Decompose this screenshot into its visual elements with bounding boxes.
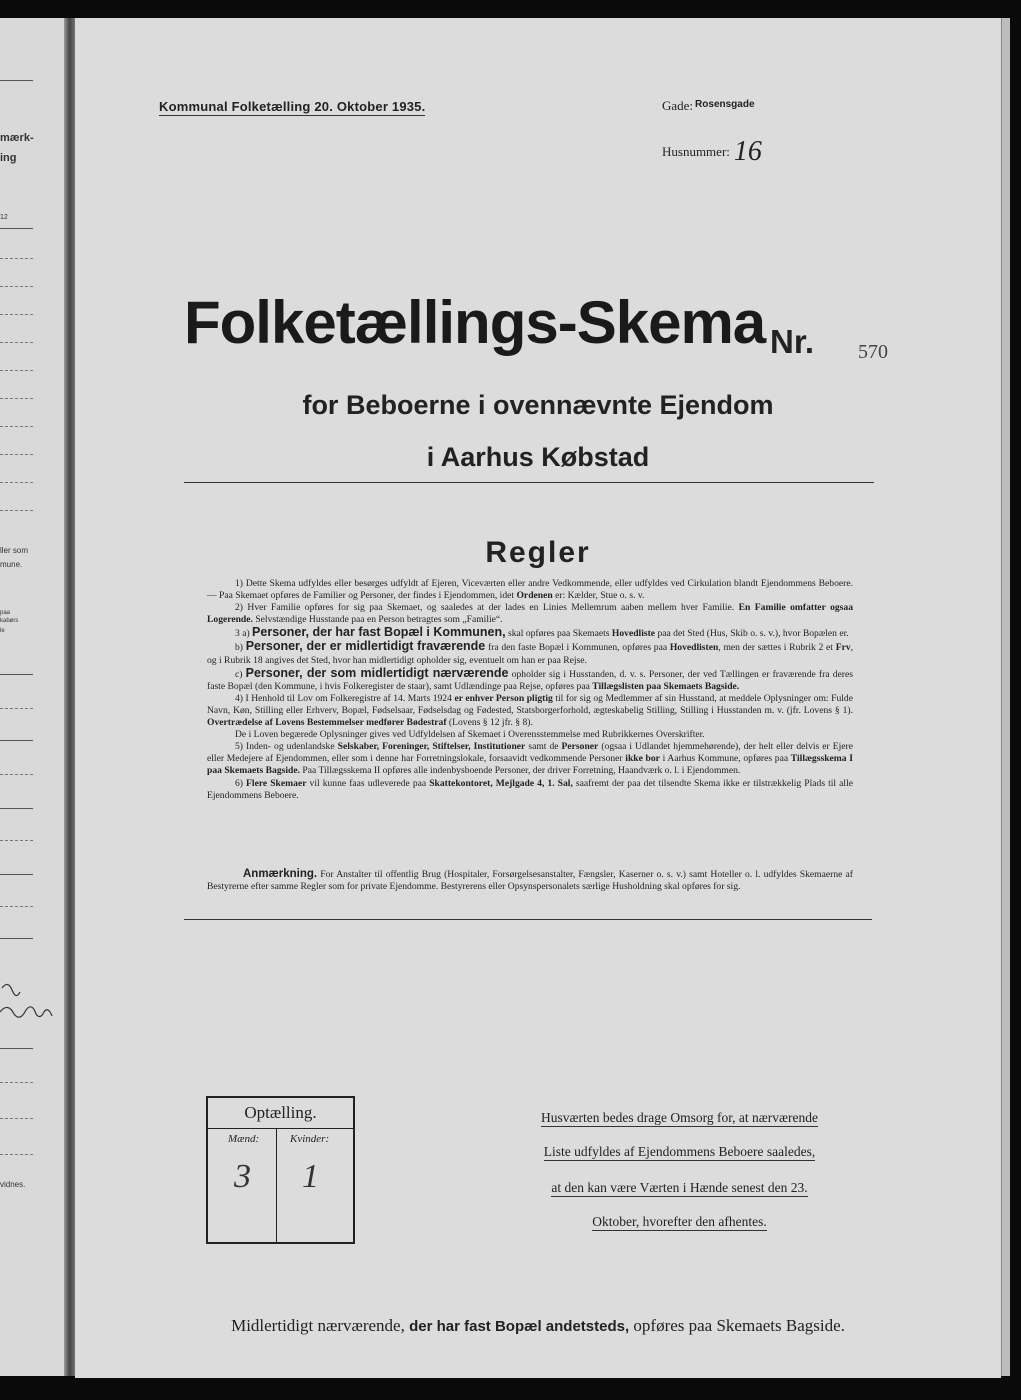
rule-3c: c) Personer, der som midlertidigt nærværende opholder sig i Husstanden, d. v. s. Personer, der ved Tællingen er fraværende fra deres faste Bopæl (den Kommune, i hvis Folkeregister de staar), samt Udlændinge paa Rejse, opføres paa Tillægslisten paa Skemaets Bagside.: [207, 665, 853, 692]
form-number-value: 570: [858, 341, 888, 363]
left-page-rule: [0, 808, 33, 809]
divider: [184, 482, 874, 483]
census-form-page: [75, 18, 1001, 1378]
left-page-text: kabørs: [0, 618, 19, 624]
left-page-dotted-line: [0, 840, 33, 841]
left-page-dotted-line: [0, 1154, 33, 1155]
form-subtitle-city: i Aarhus Købstad: [426, 442, 650, 472]
men-count-value: 3: [234, 1158, 251, 1195]
left-page-dotted-line: [0, 454, 33, 455]
left-page-dotted-line: [0, 510, 33, 511]
left-page-fragment: [0, 18, 72, 1376]
form-title: Folketællings-Skema: [184, 289, 766, 356]
left-page-rule: [0, 228, 33, 229]
left-page-dotted-line: [0, 258, 33, 259]
left-page-text: vidnes.: [0, 1180, 26, 1189]
left-page-dotted-line: [0, 774, 33, 775]
left-page-dotted-line: [0, 398, 33, 399]
street-field: [662, 98, 755, 114]
left-page-dotted-line: [0, 1082, 33, 1083]
page-edge: [1001, 18, 1010, 1376]
left-page-text: ller som: [0, 546, 29, 555]
count-divider: [276, 1129, 277, 1242]
footer-note: Midlertidigt nærværende, der har fast Bopæl andetsteds, opføres paa Skemaets Bagside.: [231, 1316, 845, 1335]
census-header-title: Kommunal Folketælling 20. Oktober 1935.: [159, 99, 426, 114]
men-label: Mænd:: [228, 1133, 260, 1145]
notice-line: Husværten bedes drage Omsorg for, at nærværende: [540, 1110, 819, 1125]
notice-line: at den kan være Værten i Hænde senest den 23.: [551, 1180, 808, 1195]
women-count-value: 1: [302, 1158, 319, 1195]
count-title: Optælling.: [208, 1098, 353, 1129]
remark-paragraph: [207, 868, 853, 893]
left-page-rule: [0, 874, 33, 875]
street-value: Rosensgade: [695, 99, 755, 110]
left-page-rule: [0, 1048, 33, 1049]
rule-4-note: De i Loven begærede Oplysninger gives ved Udfyldelsen af Skemaet i Overensstemmelse med Rubrikkernes Overskrifter.: [235, 729, 705, 741]
left-page-rule: [0, 80, 33, 81]
rules-heading: Regler: [485, 536, 591, 569]
handwriting-scribble: [0, 978, 60, 1028]
divider: [184, 919, 872, 920]
rule-4: 4) I Henhold til Lov om Folkeregistre af 14. Marts 1924 er enhver Person pligtig til for sig og Medlemmer af sin Husstand, at meddele Oplysninger om: Fulde Navn, Køn, Stilling eller Erhverv, Bopæl, Fødselsaar, Fødselsdag og Fødested, Statsborgerforhold, ægteskabelig Stilling, Stilling i Husstanden m. v. (jfr. Lovens § 1). Overtrædelse af Lovens Bestemmelser medfører Bødestraf (Lovens § 12 jfr. § 8).: [207, 692, 853, 729]
left-page-text: ing: [0, 152, 17, 164]
rule-1: 1) Dette Skema udfyldes eller besørges udfyldt af Ejeren, Viceværten eller andre Vedkommende, eller udfyldes ved Cirkulation blandt Ejendommens Beboere. — Paa Skemaet opføres de Familier og Personer, der findes i Ejendommen, idet Ordenen er: Kælder, Stue o. s. v.: [207, 578, 853, 602]
left-page-dotted-line: [0, 426, 33, 427]
rules-body: [207, 578, 853, 802]
rule-6: 6) Flere Skemaer vil kunne faas udleverede paa Skattekontoret, Mejlgade 4, 1. Sal, saafremt der paa det tilsendte Skema ikke er tilstrækkelig Plads til alle Ejendommens Beboere.: [207, 777, 853, 801]
left-page-dotted-line: [0, 708, 33, 709]
left-page-dotted-line: [0, 482, 33, 483]
notice-line: Oktober, hvorefter den afhentes.: [592, 1214, 767, 1229]
remark-text: For Anstalter til offentlig Brug (Hospitaler, Forsørgelsesanstalter, Fængsler, Kaserner o. s. v.) samt Hoteller o. l. udfyldes Skemaerne af Bestyrerne efter samme Regler som for private Ejendomme. Bestyrerens eller Opsynspersonalets særlige Husholdning skal opføres for sig.: [207, 869, 853, 892]
count-box: [206, 1096, 355, 1244]
left-page-rule: [0, 740, 33, 741]
rule-3b: b) Personer, der er midlertidigt fraværende fra den faste Bopæl i Kommunen, opføres paa Hovedlisten, men der sættes i Rubrik 2 et Frv, og i Rubrik 18 angives det Sted, hvor han midlertidigt opholder sig, eventuelt om han er paa Rejse.: [207, 639, 854, 666]
left-page-rule: [0, 674, 33, 675]
left-page-dotted-line: [0, 286, 33, 287]
left-page-text: 12: [0, 214, 8, 221]
left-page-dotted-line: [0, 314, 33, 315]
left-page-text: mune.: [0, 560, 23, 569]
women-label: Kvinder:: [290, 1133, 330, 1145]
left-page-dotted-line: [0, 342, 33, 343]
form-subtitle: for Beboerne i ovennævnte Ejendom: [302, 390, 774, 420]
street-label: Gade:: [662, 98, 694, 113]
rule-5: 5) Inden- og udenlandske Selskaber, Foreninger, Stiftelser, Institutioner samt de Personer (ogsaa i Udlandet hjemmehørende), der helt eller delvis er Ejere eller Medejere af Ejendommen, eller som i denne har Forretningslokale, forsaavidt vedkommende Personer ikke bor i Aarhus Kommune, opføres paa Tillægsskema I paa Skemaets Bagside. Paa Tillægsskema II opføres alle indenbysboende Personer, der driver Forretning, Haandværk o. l. i Ejendommen.: [207, 741, 853, 777]
left-page-dotted-line: [0, 370, 33, 371]
left-page-dotted-line: [0, 906, 33, 907]
left-page-text: le: [0, 628, 5, 634]
house-number-field: [662, 132, 762, 167]
left-page-rule: [0, 938, 33, 939]
left-page-text: paa: [0, 610, 11, 616]
house-number-value: 16: [733, 136, 762, 167]
form-number-label: Nr.: [770, 323, 815, 360]
remark-title: Anmærkning.: [243, 868, 318, 880]
notice-line: Liste udfyldes af Ejendommens Beboere saaledes,: [543, 1144, 816, 1159]
rule-3a: 3 a) Personer, der har fast Bopæl i Kommunen, skal opføres paa Skemaets Hovedliste paa det Sted (Hus, Skib o. s. v.), hvor Bopælen er.: [235, 625, 849, 640]
rule-2: 2) Hver Familie opføres for sig paa Skemaet, og saaledes at der lades en Linies Mellemrum aaben mellem hver Familie. En Familie omfatter ogsaa Logerende. Selvstændige Husstande paa en Person betragtes som „Familie“.: [207, 602, 853, 626]
house-number-label: Husnummer:: [662, 144, 730, 159]
left-page-dotted-line: [0, 1118, 33, 1119]
left-page-text: mærk-: [0, 132, 34, 144]
